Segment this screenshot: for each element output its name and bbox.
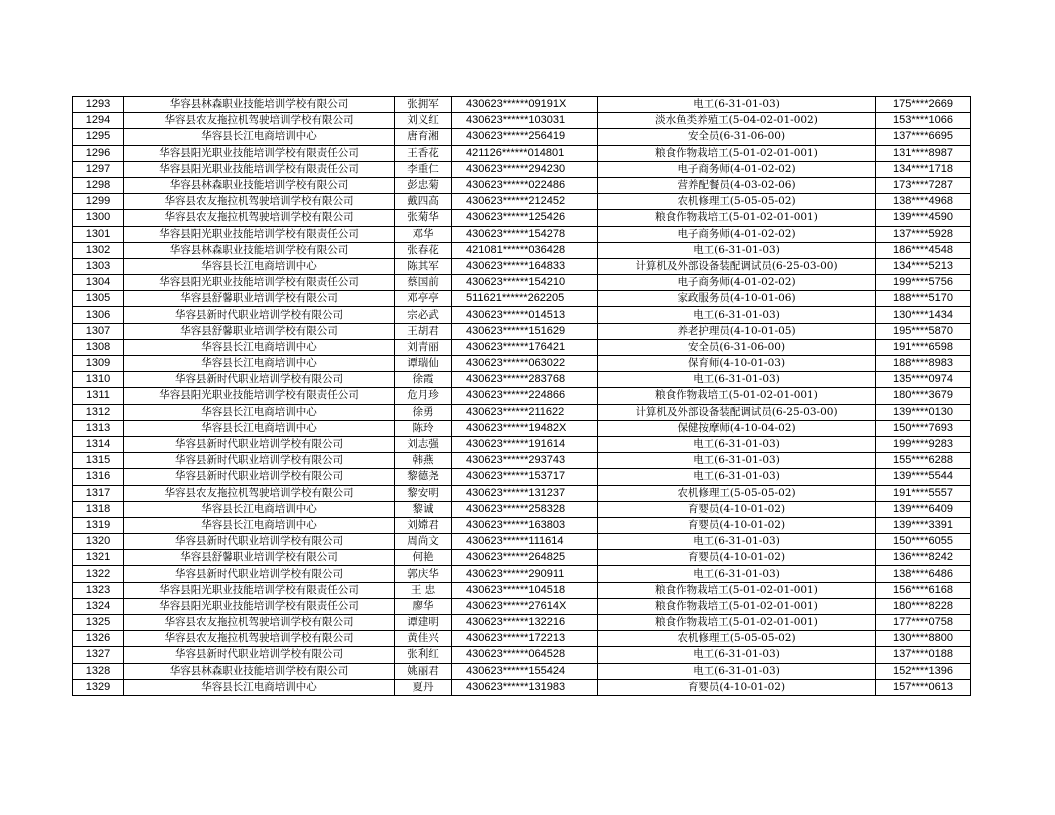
row-number-cell: 1309 [73,356,124,372]
id-number-cell: 430623******224866 [452,388,598,404]
table-body [73,97,971,696]
table-row [73,356,971,372]
trainee-name-cell: 郭庆华 [395,566,452,582]
table-row [73,647,971,663]
table-row [73,404,971,420]
table-row [73,194,971,210]
phone-number-cell: 199****9283 [876,436,971,452]
training-school-cell: 华容县林森职业技能培训学校有限公司 [124,97,395,113]
occupation-cell: 计算机及外部设备装配调试员(6-25-03-00) [598,404,876,420]
phone-number-cell: 188****5170 [876,291,971,307]
phone-number-cell: 156****6168 [876,582,971,598]
id-number-cell: 430623******104518 [452,582,598,598]
table-row [73,679,971,695]
table-row [73,177,971,193]
row-number-cell: 1324 [73,598,124,614]
phone-number-cell: 195****5870 [876,323,971,339]
trainee-name-cell: 彭忠菊 [395,177,452,193]
occupation-cell: 电工(6-31-01-03) [598,469,876,485]
training-roster-table [72,96,971,696]
trainee-name-cell: 王 忠 [395,582,452,598]
phone-number-cell: 138****4968 [876,194,971,210]
table-row [73,372,971,388]
id-number-cell: 430623******063022 [452,356,598,372]
training-school-cell: 华容县长江电商培训中心 [124,404,395,420]
id-number-cell: 430623******172213 [452,631,598,647]
id-number-cell: 430623******064528 [452,647,598,663]
training-school-cell: 华容县农友拖拉机驾驶培训学校有限公司 [124,113,395,129]
id-number-cell: 430623******290911 [452,566,598,582]
training-school-cell: 华容县长江电商培训中心 [124,356,395,372]
trainee-name-cell: 周尚文 [395,534,452,550]
training-school-cell: 华容县阳光职业技能培训学校有限责任公司 [124,145,395,161]
trainee-name-cell: 危月珍 [395,388,452,404]
table-row [73,97,971,113]
trainee-name-cell: 邓亭亭 [395,291,452,307]
trainee-name-cell: 黎安明 [395,485,452,501]
training-school-cell: 华容县阳光职业技能培训学校有限责任公司 [124,161,395,177]
id-number-cell: 430623******211622 [452,404,598,420]
occupation-cell: 电子商务师(4-01-02-02) [598,161,876,177]
phone-number-cell: 180****8228 [876,598,971,614]
table-row [73,566,971,582]
training-school-cell: 华容县林森职业技能培训学校有限公司 [124,242,395,258]
phone-number-cell: 139****5544 [876,469,971,485]
training-school-cell: 华容县农友拖拉机驾驶培训学校有限公司 [124,194,395,210]
row-number-cell: 1307 [73,323,124,339]
training-school-cell: 华容县新时代职业培训学校有限公司 [124,469,395,485]
training-school-cell: 华容县长江电商培训中心 [124,420,395,436]
table-row [73,615,971,631]
training-school-cell: 华容县舒馨职业培训学校有限公司 [124,291,395,307]
occupation-cell: 电子商务师(4-01-02-02) [598,275,876,291]
training-school-cell: 华容县新时代职业培训学校有限公司 [124,453,395,469]
trainee-name-cell: 徐霞 [395,372,452,388]
trainee-name-cell: 陈其军 [395,258,452,274]
table-row [73,631,971,647]
table-row [73,388,971,404]
training-school-cell: 华容县长江电商培训中心 [124,501,395,517]
row-number-cell: 1320 [73,534,124,550]
trainee-name-cell: 刘义红 [395,113,452,129]
id-number-cell: 430623******155424 [452,663,598,679]
row-number-cell: 1323 [73,582,124,598]
row-number-cell: 1312 [73,404,124,420]
trainee-name-cell: 黄佳兴 [395,631,452,647]
id-number-cell: 430623******191614 [452,436,598,452]
occupation-cell: 电工(6-31-01-03) [598,436,876,452]
id-number-cell: 430623******09191X [452,97,598,113]
occupation-cell: 保健按摩师(4-10-04-02) [598,420,876,436]
table-row [73,258,971,274]
id-number-cell: 430623******256419 [452,129,598,145]
row-number-cell: 1311 [73,388,124,404]
table-row [73,485,971,501]
training-school-cell: 华容县舒馨职业培训学校有限公司 [124,323,395,339]
training-school-cell: 华容县新时代职业培训学校有限公司 [124,372,395,388]
row-number-cell: 1317 [73,485,124,501]
trainee-name-cell: 张菊华 [395,210,452,226]
phone-number-cell: 191****6598 [876,339,971,355]
trainee-name-cell: 刘嫦君 [395,517,452,533]
row-number-cell: 1293 [73,97,124,113]
row-number-cell: 1296 [73,145,124,161]
occupation-cell: 家政服务员(4-10-01-06) [598,291,876,307]
phone-number-cell: 150****7693 [876,420,971,436]
phone-number-cell: 134****1718 [876,161,971,177]
trainee-name-cell: 何艳 [395,550,452,566]
occupation-cell: 电工(6-31-01-03) [598,566,876,582]
table-row [73,598,971,614]
training-school-cell: 华容县长江电商培训中心 [124,339,395,355]
table-row [73,663,971,679]
id-number-cell: 430623******151629 [452,323,598,339]
trainee-name-cell: 王香花 [395,145,452,161]
phone-number-cell: 199****5756 [876,275,971,291]
table-row [73,534,971,550]
occupation-cell: 电工(6-31-01-03) [598,97,876,113]
occupation-cell: 粮食作物栽培工(5-01-02-01-001) [598,615,876,631]
phone-number-cell: 130****8800 [876,631,971,647]
phone-number-cell: 175****2669 [876,97,971,113]
table-row [73,339,971,355]
occupation-cell: 安全员(6-31-06-00) [598,129,876,145]
trainee-name-cell: 姚丽君 [395,663,452,679]
trainee-name-cell: 王胡君 [395,323,452,339]
occupation-cell: 电工(6-31-01-03) [598,453,876,469]
trainee-name-cell: 戴四高 [395,194,452,210]
phone-number-cell: 130****1434 [876,307,971,323]
table-row [73,323,971,339]
row-number-cell: 1300 [73,210,124,226]
trainee-name-cell: 宗必武 [395,307,452,323]
row-number-cell: 1299 [73,194,124,210]
training-school-cell: 华容县长江电商培训中心 [124,129,395,145]
phone-number-cell: 177****0758 [876,615,971,631]
row-number-cell: 1308 [73,339,124,355]
row-number-cell: 1310 [73,372,124,388]
trainee-name-cell: 徐勇 [395,404,452,420]
id-number-cell: 430623******176421 [452,339,598,355]
row-number-cell: 1319 [73,517,124,533]
row-number-cell: 1314 [73,436,124,452]
table-row [73,436,971,452]
training-school-cell: 华容县农友拖拉机驾驶培训学校有限公司 [124,485,395,501]
occupation-cell: 电工(6-31-01-03) [598,307,876,323]
trainee-name-cell: 张拥军 [395,97,452,113]
row-number-cell: 1327 [73,647,124,663]
training-school-cell: 华容县阳光职业技能培训学校有限责任公司 [124,598,395,614]
phone-number-cell: 180****3679 [876,388,971,404]
trainee-name-cell: 夏丹 [395,679,452,695]
row-number-cell: 1301 [73,226,124,242]
occupation-cell: 育婴员(4-10-01-02) [598,501,876,517]
phone-number-cell: 157****0613 [876,679,971,695]
table-row [73,242,971,258]
table-row [73,582,971,598]
row-number-cell: 1294 [73,113,124,129]
row-number-cell: 1325 [73,615,124,631]
trainee-name-cell: 李重仁 [395,161,452,177]
phone-number-cell: 173****7287 [876,177,971,193]
training-school-cell: 华容县农友拖拉机驾驶培训学校有限公司 [124,210,395,226]
id-number-cell: 430623******131237 [452,485,598,501]
phone-number-cell: 137****0188 [876,647,971,663]
phone-number-cell: 136****8242 [876,550,971,566]
phone-number-cell: 135****0974 [876,372,971,388]
id-number-cell: 430623******103031 [452,113,598,129]
table-row [73,291,971,307]
row-number-cell: 1295 [73,129,124,145]
training-school-cell: 华容县新时代职业培训学校有限公司 [124,566,395,582]
row-number-cell: 1297 [73,161,124,177]
id-number-cell: 430623******132216 [452,615,598,631]
row-number-cell: 1313 [73,420,124,436]
table-row [73,226,971,242]
phone-number-cell: 139****4590 [876,210,971,226]
phone-number-cell: 139****0130 [876,404,971,420]
occupation-cell: 粮食作物栽培工(5-01-02-01-001) [598,582,876,598]
trainee-name-cell: 谭瑞仙 [395,356,452,372]
id-number-cell: 430623******283768 [452,372,598,388]
trainee-name-cell: 谭建明 [395,615,452,631]
trainee-name-cell: 邓华 [395,226,452,242]
training-school-cell: 华容县舒馨职业培训学校有限公司 [124,550,395,566]
occupation-cell: 粮食作物栽培工(5-01-02-01-001) [598,388,876,404]
occupation-cell: 育婴员(4-10-01-02) [598,679,876,695]
occupation-cell: 农机修理工(5-05-05-02) [598,194,876,210]
trainee-name-cell: 黎诚 [395,501,452,517]
trainee-name-cell: 张利红 [395,647,452,663]
id-number-cell: 430623******163803 [452,517,598,533]
phone-number-cell: 137****6695 [876,129,971,145]
table-row [73,420,971,436]
phone-number-cell: 155****6288 [876,453,971,469]
row-number-cell: 1322 [73,566,124,582]
phone-number-cell: 191****5557 [876,485,971,501]
id-number-cell: 430623******131983 [452,679,598,695]
phone-number-cell: 134****5213 [876,258,971,274]
id-number-cell: 430623******212452 [452,194,598,210]
occupation-cell: 电工(6-31-01-03) [598,534,876,550]
training-school-cell: 华容县新时代职业培训学校有限公司 [124,647,395,663]
id-number-cell: 421081******036428 [452,242,598,258]
training-school-cell: 华容县长江电商培训中心 [124,517,395,533]
trainee-name-cell: 韩燕 [395,453,452,469]
row-number-cell: 1318 [73,501,124,517]
id-number-cell: 430623******154210 [452,275,598,291]
training-school-cell: 华容县农友拖拉机驾驶培训学校有限公司 [124,631,395,647]
trainee-name-cell: 蔡国前 [395,275,452,291]
training-school-cell: 华容县新时代职业培训学校有限公司 [124,436,395,452]
id-number-cell: 430623******258328 [452,501,598,517]
occupation-cell: 电工(6-31-01-03) [598,647,876,663]
phone-number-cell: 153****1066 [876,113,971,129]
training-school-cell: 华容县农友拖拉机驾驶培训学校有限公司 [124,615,395,631]
table-row [73,517,971,533]
id-number-cell: 430623******27614X [452,598,598,614]
id-number-cell: 421126******014801 [452,145,598,161]
row-number-cell: 1315 [73,453,124,469]
training-school-cell: 华容县新时代职业培训学校有限公司 [124,534,395,550]
phone-number-cell: 131****8987 [876,145,971,161]
occupation-cell: 电工(6-31-01-03) [598,372,876,388]
table-row [73,307,971,323]
phone-number-cell: 137****5928 [876,226,971,242]
occupation-cell: 电工(6-31-01-03) [598,242,876,258]
id-number-cell: 430623******153717 [452,469,598,485]
id-number-cell: 430623******264825 [452,550,598,566]
phone-number-cell: 186****4548 [876,242,971,258]
row-number-cell: 1329 [73,679,124,695]
table-row [73,501,971,517]
phone-number-cell: 139****6409 [876,501,971,517]
training-school-cell: 华容县长江电商培训中心 [124,679,395,695]
row-number-cell: 1302 [73,242,124,258]
row-number-cell: 1321 [73,550,124,566]
id-number-cell: 430623******111614 [452,534,598,550]
id-number-cell: 430623******125426 [452,210,598,226]
table-row [73,453,971,469]
trainee-name-cell: 张春花 [395,242,452,258]
occupation-cell: 计算机及外部设备装配调试员(6-25-03-00) [598,258,876,274]
occupation-cell: 粮食作物栽培工(5-01-02-01-001) [598,598,876,614]
id-number-cell: 430623******022486 [452,177,598,193]
occupation-cell: 保育师(4-10-01-03) [598,356,876,372]
table-row [73,275,971,291]
training-school-cell: 华容县阳光职业技能培训学校有限责任公司 [124,275,395,291]
training-school-cell: 华容县长江电商培训中心 [124,258,395,274]
training-school-cell: 华容县阳光职业技能培训学校有限责任公司 [124,388,395,404]
row-number-cell: 1304 [73,275,124,291]
id-number-cell: 430623******19482X [452,420,598,436]
phone-number-cell: 150****6055 [876,534,971,550]
occupation-cell: 养老护理员(4-10-01-05) [598,323,876,339]
id-number-cell: 430623******293743 [452,453,598,469]
trainee-name-cell: 廖华 [395,598,452,614]
occupation-cell: 电工(6-31-01-03) [598,663,876,679]
trainee-name-cell: 陈玲 [395,420,452,436]
occupation-cell: 电子商务师(4-01-02-02) [598,226,876,242]
table-row [73,161,971,177]
occupation-cell: 安全员(6-31-06-00) [598,339,876,355]
row-number-cell: 1303 [73,258,124,274]
table-row [73,550,971,566]
training-school-cell: 华容县阳光职业技能培训学校有限责任公司 [124,226,395,242]
trainee-name-cell: 唐育湘 [395,129,452,145]
occupation-cell: 粮食作物栽培工(5-01-02-01-001) [598,210,876,226]
phone-number-cell: 188****8983 [876,356,971,372]
row-number-cell: 1305 [73,291,124,307]
trainee-name-cell: 黎德尧 [395,469,452,485]
table-row [73,210,971,226]
id-number-cell: 511621******262205 [452,291,598,307]
occupation-cell: 农机修理工(5-05-05-02) [598,631,876,647]
occupation-cell: 育婴员(4-10-01-02) [598,517,876,533]
training-school-cell: 华容县林森职业技能培训学校有限公司 [124,177,395,193]
phone-number-cell: 152****1396 [876,663,971,679]
table-row [73,469,971,485]
table-row [73,145,971,161]
phone-number-cell: 138****6486 [876,566,971,582]
training-school-cell: 华容县阳光职业技能培训学校有限责任公司 [124,582,395,598]
trainee-name-cell: 刘志强 [395,436,452,452]
row-number-cell: 1298 [73,177,124,193]
id-number-cell: 430623******164833 [452,258,598,274]
training-school-cell: 华容县新时代职业培训学校有限公司 [124,307,395,323]
occupation-cell: 淡水鱼类养殖工(5-04-02-01-002) [598,113,876,129]
occupation-cell: 农机修理工(5-05-05-02) [598,485,876,501]
row-number-cell: 1316 [73,469,124,485]
occupation-cell: 营养配餐员(4-03-02-06) [598,177,876,193]
occupation-cell: 粮食作物栽培工(5-01-02-01-001) [598,145,876,161]
id-number-cell: 430623******014513 [452,307,598,323]
id-number-cell: 430623******294230 [452,161,598,177]
trainee-name-cell: 刘青丽 [395,339,452,355]
table-row [73,113,971,129]
id-number-cell: 430623******154278 [452,226,598,242]
row-number-cell: 1306 [73,307,124,323]
row-number-cell: 1328 [73,663,124,679]
occupation-cell: 育婴员(4-10-01-02) [598,550,876,566]
training-school-cell: 华容县林森职业技能培训学校有限公司 [124,663,395,679]
phone-number-cell: 139****3391 [876,517,971,533]
table-row [73,129,971,145]
row-number-cell: 1326 [73,631,124,647]
